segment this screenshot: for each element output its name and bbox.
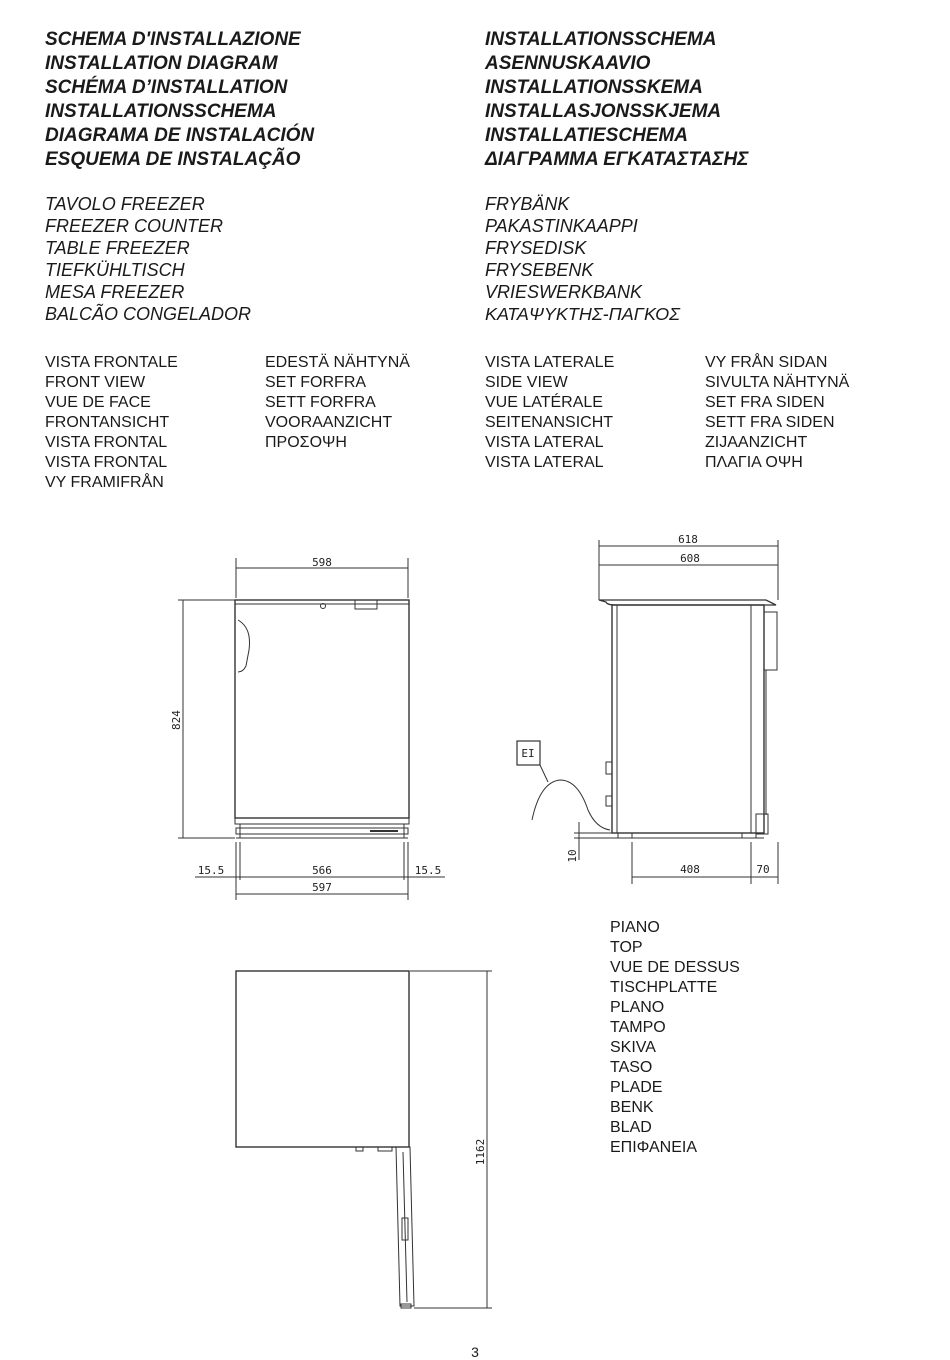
label-item: VUE DE FACE (45, 394, 151, 411)
label-item: MESA FREEZER (45, 282, 185, 302)
label-item: SCHEMA D'INSTALLAZIONE (45, 29, 301, 50)
label-item: FRONTANSICHT (45, 414, 170, 431)
label-item: ASENNUSKAAVIO (485, 53, 651, 74)
label-item: SETT FORFRA (265, 394, 376, 411)
label-item: SET FORFRA (265, 374, 367, 391)
label-item: FRYBÄNK (485, 194, 570, 214)
top-view-drawing (236, 971, 492, 1308)
label-item: VISTA LATERAL (485, 454, 604, 471)
label-item: VUE DE DESSUS (610, 959, 740, 976)
label-item: VY FRAMIFRÅN (45, 474, 164, 491)
label-item: VOORAANZICHT (265, 414, 393, 431)
label-item: TAVOLO FREEZER (45, 194, 205, 214)
label-item: PLADE (610, 1079, 663, 1096)
label-item: PIANO (610, 919, 660, 936)
page-number: 3 (471, 1344, 479, 1360)
label-item: BALCÃO CONGELADOR (45, 304, 252, 324)
label-item: INSTALLATIONSSKEMA (485, 77, 703, 98)
dim-front-inner: 566 (312, 864, 332, 877)
dim-side-base: 408 (680, 863, 700, 876)
dim-side-depth: 608 (680, 552, 700, 565)
label-item: SETT FRA SIDEN (705, 414, 835, 431)
label-item: VRIESWERKBANK (485, 282, 643, 302)
dim-front-width: 598 (312, 556, 332, 569)
label-item: VISTA LATERALE (485, 354, 615, 371)
side-view-drawing (517, 533, 778, 884)
label-item: TISCHPLATTE (610, 979, 718, 996)
dim-front-height: 824 (170, 710, 183, 730)
label-item: INSTALLATIONSSCHEMA (485, 29, 717, 50)
label-item: FREEZER COUNTER (45, 216, 224, 236)
label-item: ZIJAANZICHT (705, 434, 808, 451)
label-item: VISTA LATERAL (485, 434, 604, 451)
label-item: TIEFKÜHLTISCH (45, 260, 185, 280)
label-item: SEITENANSICHT (485, 414, 614, 431)
dim-side-total: 618 (678, 533, 698, 546)
dim-top-depth: 1162 (474, 1138, 487, 1166)
dim-front-total: 597 (312, 881, 332, 894)
dim-side-rear: 70 (756, 863, 770, 876)
plug-label: EI (521, 747, 535, 760)
label-item: SKIVA (610, 1039, 656, 1056)
label-item: DIAGRAMA DE INSTALACIÓN (45, 125, 315, 146)
label-item: FRONT VIEW (45, 374, 146, 391)
label-item: BENK (610, 1099, 654, 1116)
label-item: ΔΙΑΓΡΑΜΜΑ ΕΓΚΑΤΑΣΤΑΣΗΣ (485, 149, 749, 170)
label-item: FRYSEDISK (485, 238, 587, 258)
label-item: EDESTÄ NÄHTYNÄ (265, 354, 410, 371)
label-item: TAMPO (610, 1019, 666, 1036)
dim-side-foot-height: 10 (566, 849, 579, 863)
label-item: INSTALLASJONSSKJEMA (485, 101, 722, 122)
label-item: SIVULTA NÄHTYNÄ (705, 374, 850, 391)
label-item: INSTALLATIESCHEMA (485, 125, 689, 146)
label-item: SET FRA SIDEN (705, 394, 825, 411)
label-item: INSTALLATION DIAGRAM (45, 53, 278, 74)
label-item: VUE LATÉRALE (485, 394, 603, 411)
label-item: VISTA FRONTAL (45, 454, 168, 471)
label-item: INSTALLATIONSSCHEMA (45, 101, 277, 122)
label-item: ΠΛΑΓΙΑ ΟΨΗ (705, 454, 803, 471)
label-item: PAKASTINKAAPPI (485, 216, 638, 236)
front-view-drawing (170, 556, 445, 900)
label-item: ΠΡΟΣΟΨΗ (265, 434, 347, 451)
label-item: SCHÉMA D’INSTALLATION (45, 77, 288, 98)
label-item: BLAD (610, 1119, 652, 1136)
label-item: TABLE FREEZER (45, 238, 190, 258)
label-item: VISTA FRONTALE (45, 354, 178, 371)
label-item: TOP (610, 939, 643, 956)
label-item: TASO (610, 1059, 653, 1076)
label-item: ΕΠΙΦΑΝΕΙΑ (610, 1139, 697, 1156)
label-item: VY FRÅN SIDAN (705, 354, 828, 371)
label-item: FRYSEBENK (485, 260, 594, 280)
label-item: SIDE VIEW (485, 374, 568, 391)
label-item: ESQUEMA DE INSTALAÇÃO (45, 149, 301, 170)
label-item: VISTA FRONTAL (45, 434, 168, 451)
dim-front-margin-right: 15.5 (414, 864, 442, 877)
label-item: PLANO (610, 999, 665, 1016)
dim-front-margin-left: 15.5 (197, 864, 225, 877)
label-item: ΚΑΤΑΨΥΚΤΗΣ-ΠΑΓΚΟΣ (485, 304, 680, 324)
